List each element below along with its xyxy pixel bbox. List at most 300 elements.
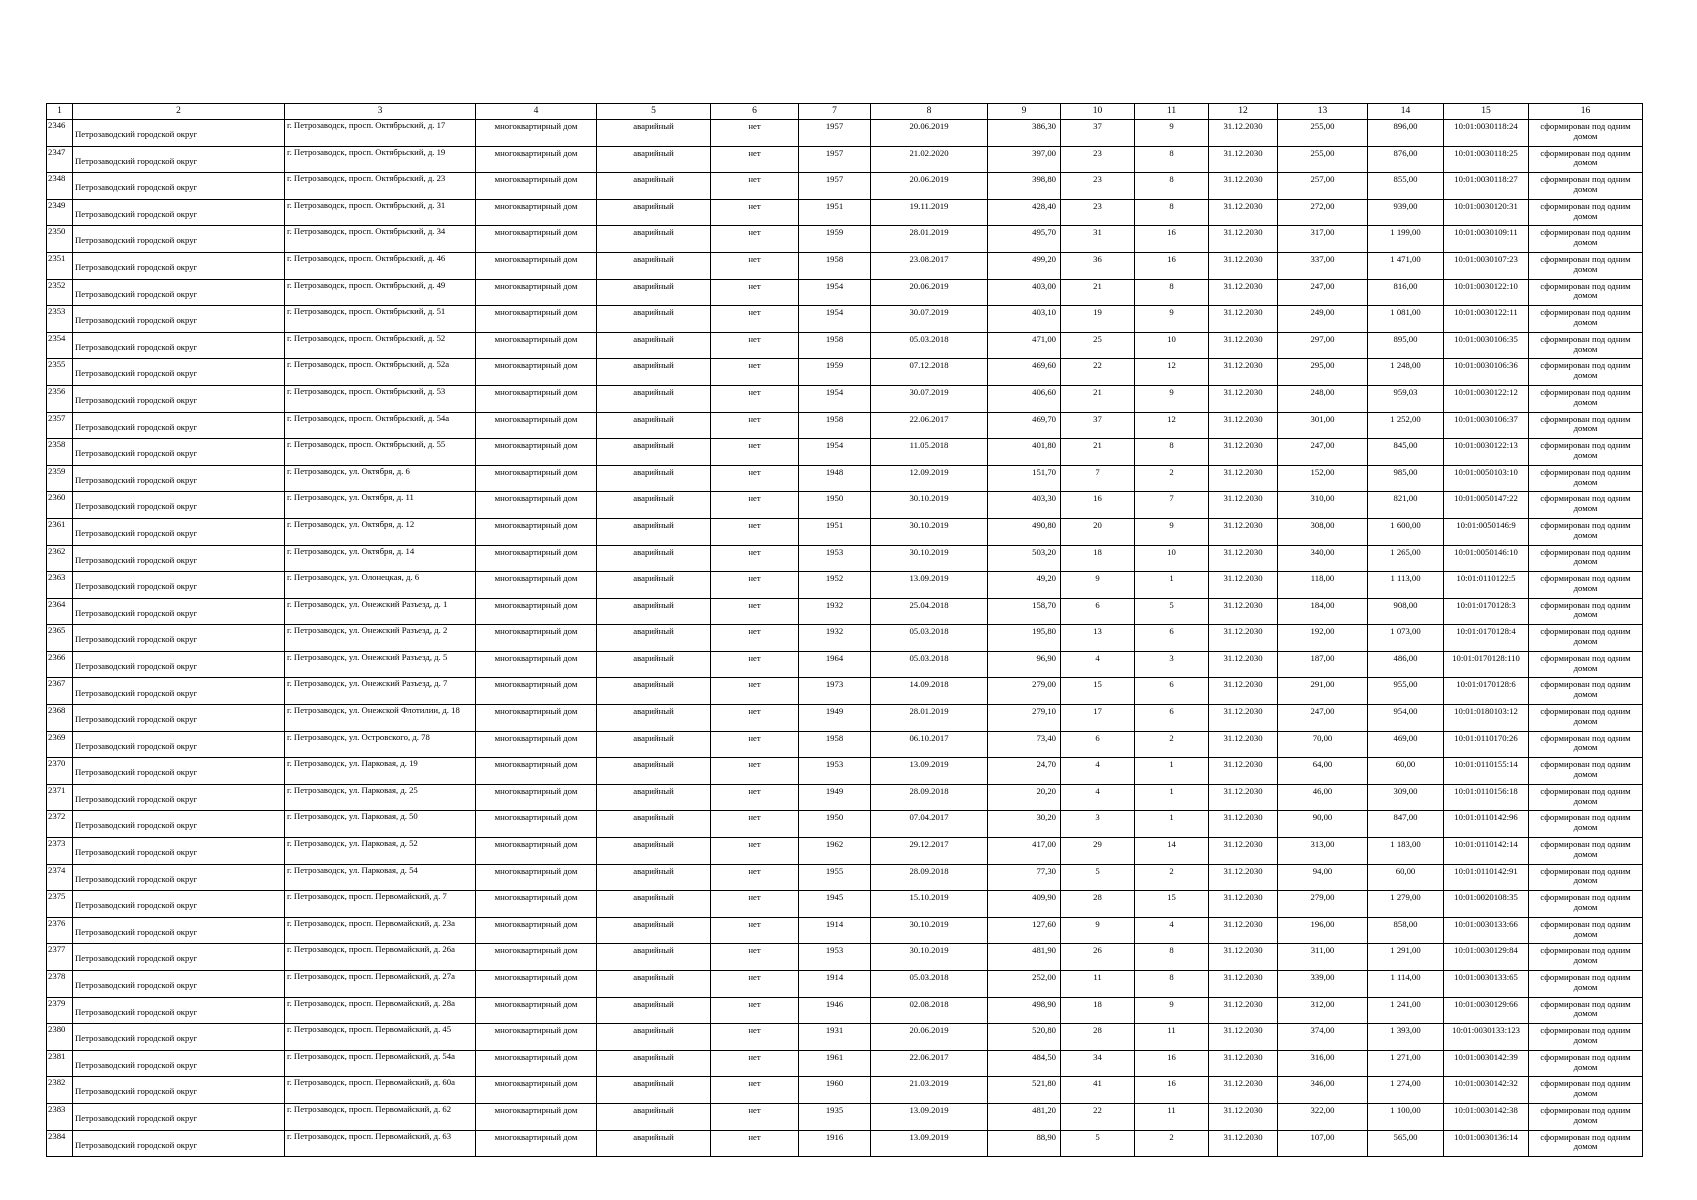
cell-cadastral-number: 10:01:0030118:24 — [1444, 120, 1529, 147]
table-row — [47, 518, 1643, 545]
cell-area: 490,80 — [988, 518, 1061, 545]
cell-col-13: 187,00 — [1278, 651, 1368, 678]
cell-building-type: многоквартирный дом — [476, 917, 597, 944]
cell-recognition-date: 07.04.2017 — [871, 811, 988, 838]
cell-condition: аварийный — [597, 226, 711, 253]
cell-cultural-heritage: нет — [711, 1103, 799, 1130]
cell-col-13: 301,00 — [1278, 412, 1368, 439]
cell-apartments: 3 — [1135, 651, 1209, 678]
cell-building-type: многоквартирный дом — [476, 864, 597, 891]
cell-year-built: 1914 — [799, 971, 871, 998]
cell-row-number: 2354 — [47, 332, 73, 359]
cell-land-plot-status: сформирован под одним домом — [1529, 359, 1643, 386]
cell-cultural-heritage: нет — [711, 572, 799, 599]
cell-resettlement-deadline: 31.12.2030 — [1209, 651, 1278, 678]
cell-address: г. Петрозаводск, просп. Первомайский, д. 62 — [285, 1103, 476, 1130]
column-header-residents: 10 — [1061, 104, 1135, 120]
cell-year-built: 1961 — [799, 1050, 871, 1077]
cell-cultural-heritage: нет — [711, 917, 799, 944]
cell-col-14: 1 081,00 — [1368, 306, 1444, 333]
cell-land-plot-status: сформирован под одним домом — [1529, 1130, 1643, 1157]
cell-condition: аварийный — [597, 625, 711, 652]
cell-year-built: 1959 — [799, 226, 871, 253]
cell-year-built: 1914 — [799, 917, 871, 944]
table-row — [47, 1103, 1643, 1130]
cell-building-type: многоквартирный дом — [476, 252, 597, 279]
cell-land-plot-status: сформирован под одним домом — [1529, 944, 1643, 971]
cell-apartments: 4 — [1135, 917, 1209, 944]
cell-municipality: Петрозаводский городской округ — [73, 651, 285, 678]
cell-recognition-date: 20.06.2019 — [871, 173, 988, 200]
table-row — [47, 146, 1643, 173]
cell-condition: аварийный — [597, 1130, 711, 1157]
cell-address: г. Петрозаводск, просп. Октябрьский, д. 19 — [285, 146, 476, 173]
cell-apartments: 2 — [1135, 465, 1209, 492]
cell-area: 30,20 — [988, 811, 1061, 838]
cell-cadastral-number: 10:01:0030122:10 — [1444, 279, 1529, 306]
cell-cadastral-number: 10:01:0030109:11 — [1444, 226, 1529, 253]
cell-recognition-date: 14.09.2018 — [871, 678, 988, 705]
cell-col-14: 876,00 — [1368, 146, 1444, 173]
cell-year-built: 1964 — [799, 651, 871, 678]
cell-residents: 26 — [1061, 944, 1135, 971]
cell-building-type: многоквартирный дом — [476, 332, 597, 359]
cell-resettlement-deadline: 31.12.2030 — [1209, 705, 1278, 732]
cell-municipality: Петрозаводский городской округ — [73, 385, 285, 412]
cell-col-13: 317,00 — [1278, 226, 1368, 253]
cell-land-plot-status: сформирован под одним домом — [1529, 651, 1643, 678]
column-header-area: 9 — [988, 104, 1061, 120]
cell-condition: аварийный — [597, 252, 711, 279]
cell-address: г. Петрозаводск, просп. Первомайский, д. 7 — [285, 891, 476, 918]
cell-year-built: 1932 — [799, 625, 871, 652]
cell-building-type: многоквартирный дом — [476, 518, 597, 545]
cell-land-plot-status: сформирован под одним домом — [1529, 1050, 1643, 1077]
cell-building-type: многоквартирный дом — [476, 465, 597, 492]
cell-residents: 15 — [1061, 678, 1135, 705]
cell-building-type: многоквартирный дом — [476, 385, 597, 412]
cell-area: 252,00 — [988, 971, 1061, 998]
cell-cultural-heritage: нет — [711, 625, 799, 652]
cell-residents: 19 — [1061, 306, 1135, 333]
cell-apartments: 9 — [1135, 385, 1209, 412]
cell-row-number: 2353 — [47, 306, 73, 333]
cell-residents: 11 — [1061, 971, 1135, 998]
table-row — [47, 971, 1643, 998]
table-row — [47, 651, 1643, 678]
cell-residents: 28 — [1061, 1024, 1135, 1051]
cell-area: 409,90 — [988, 891, 1061, 918]
cell-municipality: Петрозаводский городской округ — [73, 997, 285, 1024]
cell-residents: 28 — [1061, 891, 1135, 918]
cell-municipality: Петрозаводский городской округ — [73, 572, 285, 599]
cell-land-plot-status: сформирован под одним домом — [1529, 385, 1643, 412]
cell-residents: 21 — [1061, 279, 1135, 306]
cell-apartments: 8 — [1135, 439, 1209, 466]
cell-cultural-heritage: нет — [711, 332, 799, 359]
cell-municipality: Петрозаводский городской округ — [73, 120, 285, 147]
cell-col-14: 1 393,00 — [1368, 1024, 1444, 1051]
cell-col-13: 272,00 — [1278, 199, 1368, 226]
cell-municipality: Петрозаводский городской округ — [73, 731, 285, 758]
cell-col-14: 1 100,00 — [1368, 1103, 1444, 1130]
cell-col-14: 1 274,00 — [1368, 1077, 1444, 1104]
cell-condition: аварийный — [597, 332, 711, 359]
cell-resettlement-deadline: 31.12.2030 — [1209, 1130, 1278, 1157]
cell-cultural-heritage: нет — [711, 518, 799, 545]
cell-area: 158,70 — [988, 598, 1061, 625]
cell-address: г. Петрозаводск, просп. Первомайский, д. 27а — [285, 971, 476, 998]
cell-area: 521,80 — [988, 1077, 1061, 1104]
cell-cultural-heritage: нет — [711, 465, 799, 492]
cell-address: г. Петрозаводск, просп. Октябрьский, д. 23 — [285, 173, 476, 200]
cell-address: г. Петрозаводск, ул. Парковая, д. 25 — [285, 784, 476, 811]
cell-col-13: 247,00 — [1278, 705, 1368, 732]
cell-resettlement-deadline: 31.12.2030 — [1209, 252, 1278, 279]
cell-building-type: многоквартирный дом — [476, 784, 597, 811]
cell-area: 403,00 — [988, 279, 1061, 306]
cell-residents: 18 — [1061, 997, 1135, 1024]
cell-col-13: 192,00 — [1278, 625, 1368, 652]
cell-municipality: Петрозаводский городской округ — [73, 678, 285, 705]
cell-cadastral-number: 10:01:0030142:32 — [1444, 1077, 1529, 1104]
cell-building-type: многоквартирный дом — [476, 173, 597, 200]
cell-row-number: 2382 — [47, 1077, 73, 1104]
cell-condition: аварийный — [597, 385, 711, 412]
cell-col-13: 196,00 — [1278, 917, 1368, 944]
cell-cultural-heritage: нет — [711, 784, 799, 811]
table-row — [47, 439, 1643, 466]
cell-apartments: 9 — [1135, 518, 1209, 545]
cell-row-number: 2367 — [47, 678, 73, 705]
cell-land-plot-status: сформирован под одним домом — [1529, 146, 1643, 173]
cell-residents: 16 — [1061, 492, 1135, 519]
table-row — [47, 545, 1643, 572]
cell-resettlement-deadline: 31.12.2030 — [1209, 971, 1278, 998]
cell-col-13: 374,00 — [1278, 1024, 1368, 1051]
cell-col-13: 322,00 — [1278, 1103, 1368, 1130]
cell-col-13: 308,00 — [1278, 518, 1368, 545]
cell-recognition-date: 20.06.2019 — [871, 279, 988, 306]
cell-row-number: 2373 — [47, 838, 73, 865]
table-row — [47, 917, 1643, 944]
cell-address: г. Петрозаводск, просп. Первомайский, д. 63 — [285, 1130, 476, 1157]
table-row — [47, 1077, 1643, 1104]
cell-apartments: 11 — [1135, 1024, 1209, 1051]
cell-cultural-heritage: нет — [711, 492, 799, 519]
cell-year-built: 1954 — [799, 439, 871, 466]
cell-cultural-heritage: нет — [711, 598, 799, 625]
cell-row-number: 2364 — [47, 598, 73, 625]
cell-condition: аварийный — [597, 651, 711, 678]
cell-row-number: 2381 — [47, 1050, 73, 1077]
cell-condition: аварийный — [597, 784, 711, 811]
cell-address: г. Петрозаводск, просп. Октябрьский, д. 17 — [285, 120, 476, 147]
cell-cultural-heritage: нет — [711, 705, 799, 732]
cell-year-built: 1959 — [799, 359, 871, 386]
cell-col-14: 486,00 — [1368, 651, 1444, 678]
cell-row-number: 2350 — [47, 226, 73, 253]
cell-building-type: многоквартирный дом — [476, 891, 597, 918]
cell-row-number: 2362 — [47, 545, 73, 572]
cell-row-number: 2361 — [47, 518, 73, 545]
column-header-building-type: 4 — [476, 104, 597, 120]
cell-residents: 5 — [1061, 864, 1135, 891]
cell-area: 417,00 — [988, 838, 1061, 865]
cell-municipality: Петрозаводский городской округ — [73, 838, 285, 865]
cell-col-14: 565,00 — [1368, 1130, 1444, 1157]
cell-cadastral-number: 10:01:0170128:3 — [1444, 598, 1529, 625]
cell-residents: 4 — [1061, 784, 1135, 811]
table-row — [47, 625, 1643, 652]
cell-address: г. Петрозаводск, ул. Онежской Флотилии, д. 18 — [285, 705, 476, 732]
cell-area: 279,10 — [988, 705, 1061, 732]
table-row — [47, 997, 1643, 1024]
cell-municipality: Петрозаводский городской округ — [73, 891, 285, 918]
cell-building-type: многоквартирный дом — [476, 359, 597, 386]
cell-building-type: многоквартирный дом — [476, 146, 597, 173]
cell-residents: 21 — [1061, 385, 1135, 412]
cell-year-built: 1935 — [799, 1103, 871, 1130]
cell-cadastral-number: 10:01:0020108:35 — [1444, 891, 1529, 918]
cell-resettlement-deadline: 31.12.2030 — [1209, 731, 1278, 758]
table-row — [47, 226, 1643, 253]
cell-col-14: 855,00 — [1368, 173, 1444, 200]
cell-address: г. Петрозаводск, просп. Октябрьский, д. 53 — [285, 385, 476, 412]
cell-recognition-date: 05.03.2018 — [871, 971, 988, 998]
cell-land-plot-status: сформирован под одним домом — [1529, 332, 1643, 359]
cell-condition: аварийный — [597, 492, 711, 519]
cell-residents: 37 — [1061, 120, 1135, 147]
table-row — [47, 944, 1643, 971]
cell-building-type: многоквартирный дом — [476, 1050, 597, 1077]
cell-building-type: многоквартирный дом — [476, 1024, 597, 1051]
cell-cultural-heritage: нет — [711, 944, 799, 971]
cell-building-type: многоквартирный дом — [476, 1077, 597, 1104]
cell-municipality: Петрозаводский городской округ — [73, 252, 285, 279]
cell-cultural-heritage: нет — [711, 439, 799, 466]
cell-condition: аварийный — [597, 518, 711, 545]
cell-col-14: 1 183,00 — [1368, 838, 1444, 865]
cell-year-built: 1949 — [799, 705, 871, 732]
cell-resettlement-deadline: 31.12.2030 — [1209, 518, 1278, 545]
cell-col-13: 248,00 — [1278, 385, 1368, 412]
cell-address: г. Петрозаводск, просп. Первомайский, д. 28а — [285, 997, 476, 1024]
cell-recognition-date: 22.06.2017 — [871, 412, 988, 439]
cell-apartments: 6 — [1135, 625, 1209, 652]
cell-recognition-date: 12.09.2019 — [871, 465, 988, 492]
cell-residents: 36 — [1061, 252, 1135, 279]
cell-cadastral-number: 10:01:0030118:27 — [1444, 173, 1529, 200]
cell-condition: аварийный — [597, 1024, 711, 1051]
cell-residents: 41 — [1061, 1077, 1135, 1104]
cell-resettlement-deadline: 31.12.2030 — [1209, 997, 1278, 1024]
cell-year-built: 1957 — [799, 173, 871, 200]
cell-residents: 23 — [1061, 199, 1135, 226]
cell-year-built: 1962 — [799, 838, 871, 865]
cell-address: г. Петрозаводск, ул. Парковая, д. 50 — [285, 811, 476, 838]
cell-residents: 22 — [1061, 359, 1135, 386]
cell-condition: аварийный — [597, 439, 711, 466]
cell-area: 469,70 — [988, 412, 1061, 439]
cell-recognition-date: 30.10.2019 — [871, 518, 988, 545]
cell-land-plot-status: сформирован под одним домом — [1529, 306, 1643, 333]
cell-area: 498,90 — [988, 997, 1061, 1024]
cell-col-13: 257,00 — [1278, 173, 1368, 200]
cell-apartments: 8 — [1135, 146, 1209, 173]
cell-row-number: 2370 — [47, 758, 73, 785]
cell-apartments: 1 — [1135, 758, 1209, 785]
cell-resettlement-deadline: 31.12.2030 — [1209, 385, 1278, 412]
cell-area: 127,60 — [988, 917, 1061, 944]
cell-building-type: многоквартирный дом — [476, 997, 597, 1024]
cell-cadastral-number: 10:01:0030136:14 — [1444, 1130, 1529, 1157]
cell-row-number: 2377 — [47, 944, 73, 971]
cell-year-built: 1960 — [799, 1077, 871, 1104]
cell-apartments: 2 — [1135, 864, 1209, 891]
cell-col-14: 1 113,00 — [1368, 572, 1444, 599]
cell-apartments: 7 — [1135, 492, 1209, 519]
cell-year-built: 1916 — [799, 1130, 871, 1157]
column-header-address: 3 — [285, 104, 476, 120]
cell-cultural-heritage: нет — [711, 838, 799, 865]
cell-col-13: 255,00 — [1278, 146, 1368, 173]
cell-row-number: 2378 — [47, 971, 73, 998]
cell-residents: 4 — [1061, 758, 1135, 785]
cell-building-type: многоквартирный дом — [476, 572, 597, 599]
cell-recognition-date: 28.09.2018 — [871, 784, 988, 811]
cell-municipality: Петрозаводский городской округ — [73, 1077, 285, 1104]
table-row — [47, 465, 1643, 492]
cell-col-13: 247,00 — [1278, 439, 1368, 466]
cell-col-14: 858,00 — [1368, 917, 1444, 944]
cell-cultural-heritage: нет — [711, 359, 799, 386]
cell-condition: аварийный — [597, 944, 711, 971]
cell-recognition-date: 30.10.2019 — [871, 944, 988, 971]
cell-resettlement-deadline: 31.12.2030 — [1209, 944, 1278, 971]
cell-municipality: Петрозаводский городской округ — [73, 1024, 285, 1051]
cell-apartments: 8 — [1135, 971, 1209, 998]
cell-col-14: 895,00 — [1368, 332, 1444, 359]
cell-municipality: Петрозаводский городской округ — [73, 784, 285, 811]
cell-land-plot-status: сформирован под одним домом — [1529, 1077, 1643, 1104]
cell-condition: аварийный — [597, 1050, 711, 1077]
column-header-col-14: 14 — [1368, 104, 1444, 120]
cell-condition: аварийный — [597, 678, 711, 705]
cell-address: г. Петрозаводск, ул. Октября, д. 14 — [285, 545, 476, 572]
cell-col-14: 1 600,00 — [1368, 518, 1444, 545]
cell-address: г. Петрозаводск, просп. Октябрьский, д. 34 — [285, 226, 476, 253]
cell-resettlement-deadline: 31.12.2030 — [1209, 439, 1278, 466]
column-header-year-built: 7 — [799, 104, 871, 120]
cell-col-13: 247,00 — [1278, 279, 1368, 306]
cell-address: г. Петрозаводск, просп. Октябрьский, д. 52 — [285, 332, 476, 359]
cell-condition: аварийный — [597, 199, 711, 226]
document-page — [46, 103, 1642, 1157]
cell-apartments: 14 — [1135, 838, 1209, 865]
cell-recognition-date: 28.01.2019 — [871, 705, 988, 732]
cell-year-built: 1958 — [799, 731, 871, 758]
cell-recognition-date: 25.04.2018 — [871, 598, 988, 625]
cell-year-built: 1953 — [799, 545, 871, 572]
cell-col-14: 1 073,00 — [1368, 625, 1444, 652]
cell-cultural-heritage: нет — [711, 1024, 799, 1051]
cell-municipality: Петрозаводский городской округ — [73, 864, 285, 891]
cell-recognition-date: 30.10.2019 — [871, 917, 988, 944]
cell-cadastral-number: 10:01:0030106:36 — [1444, 359, 1529, 386]
cell-col-13: 184,00 — [1278, 598, 1368, 625]
cell-condition: аварийный — [597, 465, 711, 492]
cell-col-13: 312,00 — [1278, 997, 1368, 1024]
cell-address: г. Петрозаводск, ул. Онежский Разъезд, д. 7 — [285, 678, 476, 705]
cell-land-plot-status: сформирован под одним домом — [1529, 598, 1643, 625]
cell-col-14: 60,00 — [1368, 864, 1444, 891]
cell-area: 49,20 — [988, 572, 1061, 599]
cell-residents: 29 — [1061, 838, 1135, 865]
cell-cadastral-number: 10:01:0030106:35 — [1444, 332, 1529, 359]
cell-resettlement-deadline: 31.12.2030 — [1209, 917, 1278, 944]
cell-building-type: многоквартирный дом — [476, 598, 597, 625]
cell-address: г. Петрозаводск, просп. Октябрьский, д. 49 — [285, 279, 476, 306]
cell-municipality: Петрозаводский городской округ — [73, 944, 285, 971]
cell-municipality: Петрозаводский городской округ — [73, 146, 285, 173]
cell-residents: 6 — [1061, 731, 1135, 758]
cell-municipality: Петрозаводский городской округ — [73, 306, 285, 333]
cell-cultural-heritage: нет — [711, 864, 799, 891]
cell-area: 73,40 — [988, 731, 1061, 758]
cell-year-built: 1950 — [799, 811, 871, 838]
cell-condition: аварийный — [597, 412, 711, 439]
cell-resettlement-deadline: 31.12.2030 — [1209, 864, 1278, 891]
cell-municipality: Петрозаводский городской округ — [73, 1050, 285, 1077]
cell-residents: 17 — [1061, 705, 1135, 732]
cell-land-plot-status: сформирован под одним домом — [1529, 439, 1643, 466]
cell-cultural-heritage: нет — [711, 1077, 799, 1104]
cell-apartments: 1 — [1135, 572, 1209, 599]
cell-condition: аварийный — [597, 146, 711, 173]
table-row — [47, 1050, 1643, 1077]
cell-cadastral-number: 10:01:0030142:39 — [1444, 1050, 1529, 1077]
cell-col-14: 1 252,00 — [1368, 412, 1444, 439]
cell-municipality: Петрозаводский городской округ — [73, 545, 285, 572]
cell-recognition-date: 20.06.2019 — [871, 1024, 988, 1051]
cell-col-14: 985,00 — [1368, 465, 1444, 492]
cell-cultural-heritage: нет — [711, 199, 799, 226]
cell-condition: аварийный — [597, 731, 711, 758]
cell-area: 403,30 — [988, 492, 1061, 519]
cell-year-built: 1946 — [799, 997, 871, 1024]
cell-resettlement-deadline: 31.12.2030 — [1209, 173, 1278, 200]
cell-area: 77,30 — [988, 864, 1061, 891]
cell-cadastral-number: 10:01:0030133:123 — [1444, 1024, 1529, 1051]
cell-apartments: 16 — [1135, 1077, 1209, 1104]
cell-building-type: многоквартирный дом — [476, 971, 597, 998]
cell-cultural-heritage: нет — [711, 545, 799, 572]
cell-resettlement-deadline: 31.12.2030 — [1209, 678, 1278, 705]
cell-row-number: 2352 — [47, 279, 73, 306]
cell-recognition-date: 15.10.2019 — [871, 891, 988, 918]
cell-apartments: 2 — [1135, 1130, 1209, 1157]
cell-land-plot-status: сформирован под одним домом — [1529, 199, 1643, 226]
cell-apartments: 8 — [1135, 199, 1209, 226]
cell-col-13: 94,00 — [1278, 864, 1368, 891]
cell-col-14: 959,03 — [1368, 385, 1444, 412]
cell-condition: аварийный — [597, 1103, 711, 1130]
cell-building-type: многоквартирный дом — [476, 120, 597, 147]
cell-address: г. Петрозаводск, просп. Октябрьский, д. 52а — [285, 359, 476, 386]
cell-resettlement-deadline: 31.12.2030 — [1209, 838, 1278, 865]
cell-municipality: Петрозаводский городской округ — [73, 518, 285, 545]
